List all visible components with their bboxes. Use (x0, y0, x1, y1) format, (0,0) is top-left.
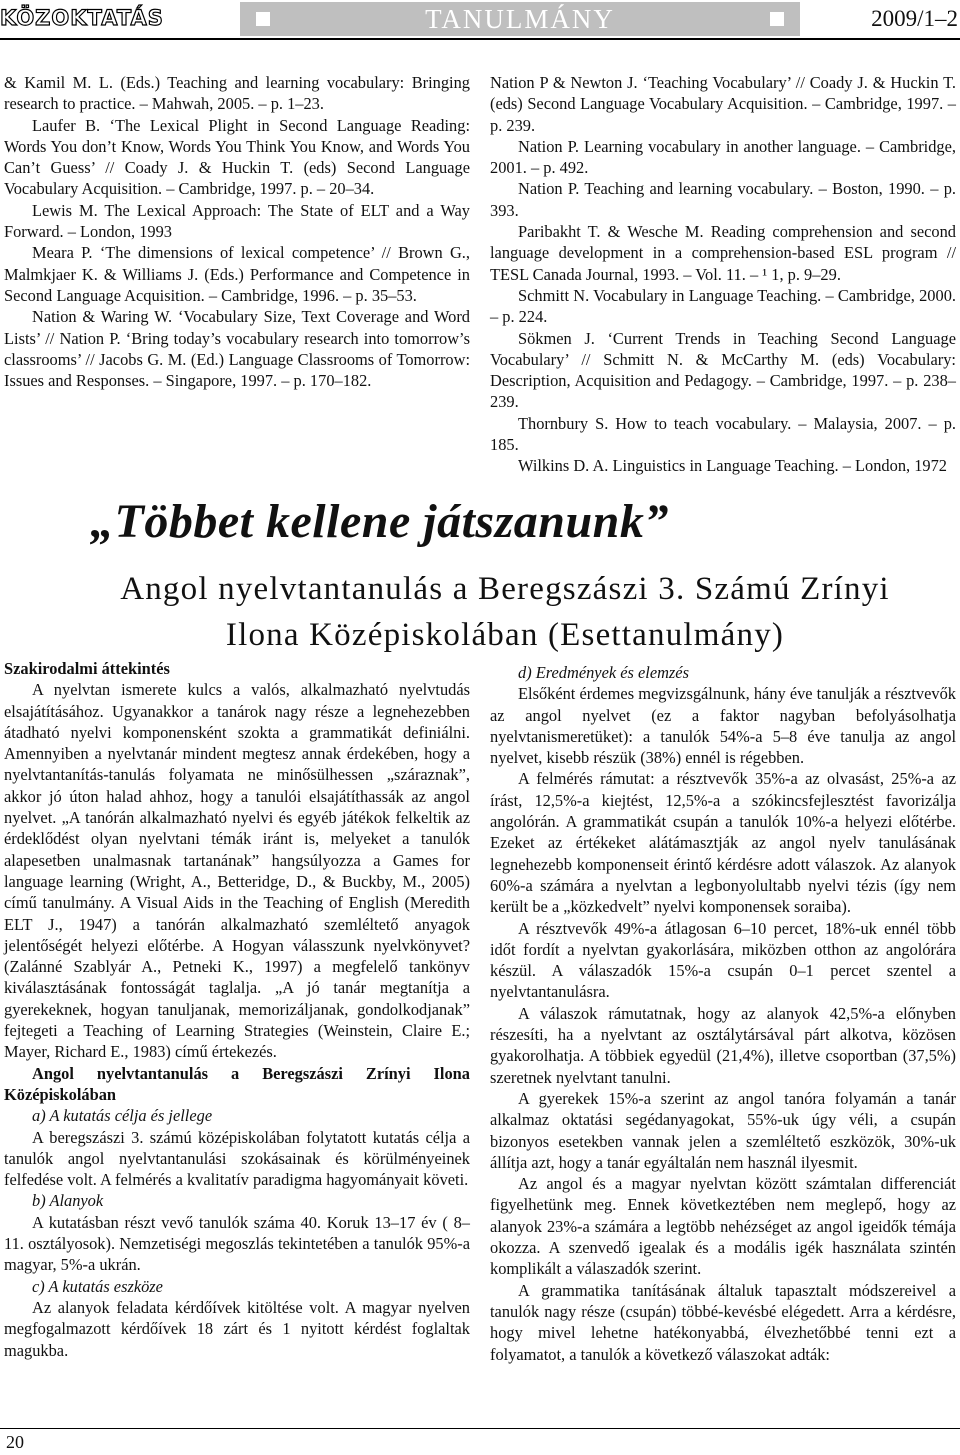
subsection-heading: a) A kutatás célja és jellege (32, 1106, 213, 1126)
reference-item: Meara P. ‘The dimensions of lexical competence’ // Brown G., Malmkjaer K. & Williams J. (Eds.) Performance and Competence in Second Language Acquisition. – Cambridge, 1996. – p. 35–53. (4, 243, 470, 305)
reference-item: Sökmen J. ‘Current Trends in Teaching Second Language Vocabulary’ // Schmitt N. & McCarthy M. (eds) Vocabulary: Description, Acquisition and Pedagogy. – Cambridge, 1997. – p. 238–239. (490, 328, 956, 412)
reference-item: Thornbury S. How to teach vocabulary. – Malaysia, 2007. – p. 185. (490, 413, 956, 455)
section-banner (240, 2, 800, 36)
article-body-right-column (490, 662, 956, 1365)
body-paragraph: A nyelvtan ismerete kulcs a valós, alkalmazható nyelvtudás elsajátításához. Ugyanakkor a tanárok nagy része a legnehezebben átadható nyelvi komponensként szokta a grammatikát definiálni. Amennyiben a nyelvtanár mindent megtesz annak érdekében, hogy a nyelvtantanítás-tanulás folyamata ne minősülhessen „száraznak”, akkor jó úton halad ahhoz, hogy a tanulói elsajátíthassák az angol nyelvet. „A tanórán alkalmazható nyelvi és egyéb játékok felkeltik az érdeklődést olyan nyelvtani témák iránt is, melyeket a tanulók alapesetben unalmasnak tartanának” hangsúlyozza a Games for language learning (Wright, A., Betteridge, D., & Buckby, M., 2005) című tanulmány. A Visual Aids in the Teaching of English (Meredith ELT J., 1947) a tanórán alkalmazható szemléltető anyagok jelentőségét helyezi előtérbe. A Hogyan válasszunk nyelvkönyvet? (Zalánné Szablyár A., Petneki K., 1997) a megfelelő tankönyv kiválasztásának fontosságát taglalja. „A jó tanár megtanítja a gyerekeknek, hogyan tanuljanak, memorizáljanak, gondolkodjanak” fejtegeti a Teaching of Learning Strategies (Weinstein, Claire E.; Mayer, Richard E., 1983) című értekezés. (4, 680, 470, 1062)
reference-item: Paribakht T. & Wesche M. Reading comprehension and second language development in a comprehension-based ESL program // TESL Canada Journal, 1993. – Vol. 11. – ¹ 1, p. 9–29. (490, 222, 956, 284)
reference-item: Nation P & Newton J. ‘Teaching Vocabulary’ // Coady J. & Huckin T. (eds) Second Language Vocabulary Acquisition. – Cambridge, 1997. – p. 239. (490, 73, 956, 135)
reference-item: Nation & Waring W. ‘Vocabulary Size, Text Coverage and Word Lists’ // Nation P. ‘Bring today’s vocabulary research into tomorrow’s classrooms’ // Jacobs G. M. (Ed.) Language Classrooms of Tomorrow: Issues and Responses. – Singapore, 1997. – p. 170–182. (4, 307, 470, 391)
section-heading: Angol nyelvtantanulás a Beregszászi Zrínyi Ilona Középiskolában (4, 1063, 470, 1104)
section-label: TANULMÁNY (425, 3, 615, 34)
body-paragraph: Az angol és a magyar nyelvtan között számtalan differenciát figyelhetünk meg. Ennek következtében nem meglepő, hogy az alanyok 23%-a számára a legtöbb nehézséget az angol igeidők témája okozza. A szenvedő igealak és a modális igék használata szintén komplikált a válaszadók szerint. (490, 1174, 956, 1279)
reference-item: Laufer B. ‘The Lexical Plight in Second Language Reading: Words You don’t Know, Words You Think You Know, and Words You Can’t Guess’ // Coady J. & Huckin T. (eds) Second Language Vocabulary Acquisition. – Cambridge, 1997. p. – 20–34. (4, 115, 470, 199)
body-paragraph: A válaszok rámutatnak, hogy az alanyok 42,5%-a előnyben részesíti, ha a nyelvtant az osztálytársával párt alkotva, közösen gyakorolhatja. A többiek egyedül (21,4%), illetve csoportban (37,5%) szeretnek nyelvtant tanulni. (490, 1003, 956, 1087)
section-heading: Szakirodalmi áttekintés (4, 659, 170, 678)
issue-number: 2009/1–2 (871, 6, 958, 31)
body-paragraph: A résztvevők 49%-a átlagosan 6–10 percet, 18%-uk ennél több időt fordít a nyelvtan gyakorlására, miközben otthon az angolórára készül. A válaszadók 15%-a csupán 0–1 percet szentel a nyelvtantanulásra. (490, 918, 956, 1002)
reference-item: Nation P. Learning vocabulary in another language. – Cambridge, 2001. – p. 492. (490, 136, 956, 178)
reference-item: Schmitt N. Vocabulary in Language Teaching. – Cambridge, 2000. – p. 224. (490, 285, 956, 327)
body-paragraph: Elsőként érdemes megvizsgálnunk, hány éve tanulják a résztvevők az angol nyelvet (ez a faktor nagyban befolyásolhatja nyelvtanismeretüket): a tanulók 54%-a 5–8 éve tanulja az angol nyelvet, kisebb részük (38%) ennél is régebben. (490, 684, 956, 768)
subsection-heading: c) A kutatás eszköze (32, 1276, 163, 1296)
body-paragraph: Az alanyok feladata kérdőívek kitöltése volt. A magyar nyelven megfogalmazott kérdőívek 18 zárt és 1 nyitott kérdést foglaltak magukba. (4, 1297, 470, 1360)
running-header (0, 0, 960, 40)
subsection-heading: b) Alanyok (32, 1191, 104, 1211)
reference-item: Lewis M. The Lexical Approach: The State of ELT and a Way Forward. – London, 1993 (4, 200, 470, 242)
journal-name: KÖZOKTATÁS (0, 6, 164, 30)
reference-item: Wilkins D. A. Linguistics in Language Teaching. – London, 1972 (518, 456, 947, 476)
reference-item: Nation P. Teaching and learning vocabulary. – Boston, 1990. – p. 393. (490, 179, 956, 220)
references-left-column (4, 72, 470, 391)
body-paragraph: A kutatásban részt vevő tanulók száma 40. Koruk 13–17 év ( 8–11. osztályosok). Nemzetiségi megoszlás tekintetében a tanulók 95%-a magyar, 5%-a ukrán. (4, 1212, 470, 1275)
subsection-heading: d) Eredmények és elemzés (518, 663, 689, 682)
square-ornament-icon (770, 12, 784, 26)
article-body-left-column (4, 658, 470, 1361)
body-paragraph: A gyerekek 15%-a szerint az angol tanóra folyamán a tanár alkalmaz oktatási segédanyagokat, 55%-uk úgy véli, a csupán bizonyos esetekben vannak jelen a szemléltető eszközök, 30%-uk állítja azt, hogy a tanár egyáltalán nem használ ilyesmit. (490, 1088, 956, 1172)
page-number: 20 (6, 1432, 24, 1452)
reference-item: & Kamil M. L. (Eds.) Teaching and learning vocabulary: Bringing research to practice. – Mahwah, 2005. – p. 1–23. (4, 73, 470, 114)
article-subtitle: Angol nyelvtantanulás a Beregszászi 3. Számú Zrínyi Ilona Középiskolában (Esettanulmány) (120, 571, 890, 653)
body-paragraph: A grammatika tanításának általuk tapasztalt módszereivel a tanulók nagy része (csupán) többé-kevésbé elégedett. Arra a kérdésre, hogy mivel lehetne hatékonyabbá, élvezhetőbbé tenni ezt a folyamatot, a tanulók a következő válaszokat adták: (490, 1280, 956, 1364)
footer-rule (0, 1428, 960, 1429)
body-paragraph: A beregszászi 3. számú középiskolában folytatott kutatás célja a tanulók angol nyelvtantanulási szokásainak és körülményeinek felfedése volt. A felmérés a kvalitatív paradigma hagyományait követi. (4, 1127, 470, 1190)
article-title: „Többet kellene játszanunk” (90, 495, 669, 548)
square-ornament-icon (256, 12, 270, 26)
references-right-column (490, 72, 956, 477)
body-paragraph: A felmérés rámutat: a résztvevők 35%-a az olvasást, 25%-a az írást, 12,5%-a kiejtést, 12,5%-a a szókincsfejlesztést favorizálja angolórán. A grammatikát csupán a tanulók 10%-a helyezi előtérbe. Ezeket az értékeket alátámasztják az angol nyelv tanulásának legnehezebb komponenseit érintő kérdésre adott válaszok. Az alanyok 60%-a számára a nyelvtan a legbonyolultabb nyelvi tézis (így nem került be a „közkedvelt” nyelvi komponensek soraiba). (490, 769, 956, 917)
